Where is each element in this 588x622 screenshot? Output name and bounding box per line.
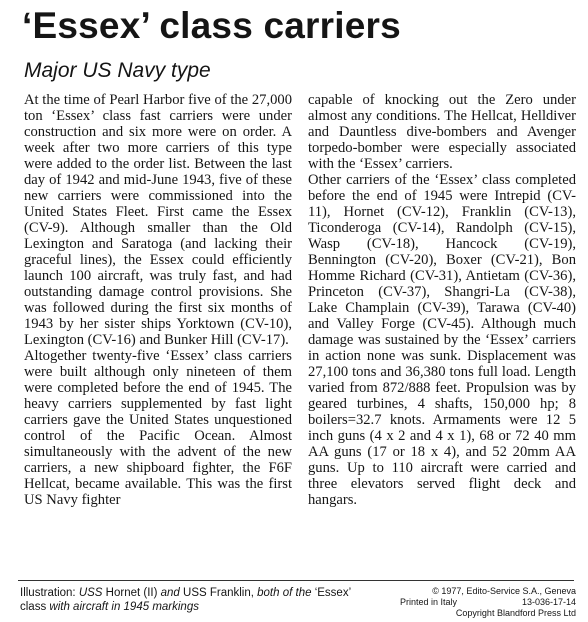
paragraph: Other carriers of the ‘Essex’ class completed before the end of 1945 were Intrepid (CV-11), Hornet (CV-12), Franklin (CV-13), Ticonderoga (CV-14), Randolph (CV-15), Wasp (CV-18), Hancock (CV-19), Bennington (CV-20), Boxer (CV-21), Bon Homme Richard (CV-31), Antietam (CV-36), Princeton (CV-37), Shangri-La (CV-38), Lake Champlain (CV-39), Tarawa (CV-40) and Valley Forge (CV-45). Although much damage was sustained by the ‘Essex’ carriers in action none was sunk. Displacement was 27,100 tons and 36,380 tons full load. Length varied from 872/888 feet. Propulsion was by geared turbines, 4 shafts, 150,000 hp; 8 boilers=32.7 knots. Armaments were 12 5 inch guns (4 x 2 and 4 x 1), 68 or 72 40 mm AA guns (17 or 18 x 4), and 52 20mm AA guns. Up to 110 aircraft were carried and three elevators served flight deck and hangars. [308, 172, 576, 508]
printed-row [400, 597, 576, 608]
caption-label: Illustration: [20, 587, 79, 599]
copyright-line: © 1977, Edito-Service S.A., Geneva [432, 586, 576, 596]
text-column-right [308, 92, 576, 508]
caption-italic: both of the [257, 587, 312, 599]
caption-text: ‘Essex’ class [20, 587, 351, 613]
caption-text: USS Franklin, [179, 587, 258, 599]
paragraph: capable of knocking out the Zero under almost any conditions. The Hellcat, Helldiver and Dauntless dive-bombers and Avenger torpedo-bomber were especially associated with the ‘Essex’ carriers. [308, 92, 576, 172]
copyright-owner: Copyright Blandford Press Ltd [455, 608, 576, 618]
caption-italic: and [160, 587, 180, 599]
illustration-caption [20, 586, 360, 614]
copyright-row [400, 586, 576, 597]
caption-italic: with aircraft in 1945 markings [49, 601, 199, 613]
paragraph: At the time of Pearl Harbor five of the 27,000 ton ‘Essex’ class fast carriers were under construction and six more were on order. A week after two more carriers of this type were added to the order list. Between the last day of 1942 and mid-June 1943, five of these new carriers were commissioned into the United States Fleet. First came the Essex (CV-9). Although smaller than the Old Lexington and Saratoga (and lacking their graceful lines), the Essex could efficiently launch 100 aircraft, was truly fast, and had outstanding damage control provisions. She was followed during the first six months of 1943 by her sister ships Yorktown (CV-10), Lexington (CV-16) and Bunker Hill (CV-17). [24, 92, 292, 348]
page-title: ‘Essex’ class carriers [22, 5, 401, 46]
printed-in: Printed in Italy [400, 597, 458, 607]
page-subtitle: Major US Navy type [24, 59, 211, 82]
publisher-info [400, 586, 576, 619]
caption-text: Hornet (II) [102, 587, 161, 599]
card-code: 13-036-17-14 [521, 597, 576, 607]
paragraph: Altogether twenty-five ‘Essex’ class carriers were built although only nineteen of them were completed before the end of 1945. The heavy carriers supplemented by fast light carriers gave the United States unquestioned control of the Pacific Ocean. Almost simultaneously with the advent of the new carriers, a new shipboard fighter, the F6F Hellcat, became available. This was the first US Navy fighter [24, 348, 292, 508]
copyright-owner-row [400, 608, 576, 619]
footer-divider [18, 580, 574, 581]
text-column-left [24, 92, 292, 508]
caption-italic: USS [78, 587, 103, 599]
